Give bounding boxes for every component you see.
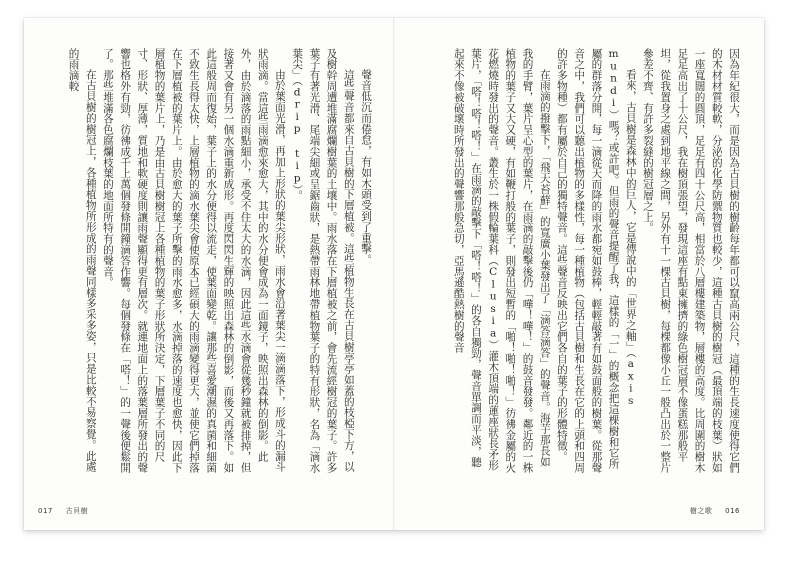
left-page-number: 017	[38, 507, 53, 515]
left-paragraph-4: 在古貝樹的樹冠上，各種植物所形成的雨聲同樣多采多姿，只是比較不易察覺。此處的雨滴較	[67, 48, 97, 473]
left-paragraph-3: 由於葉面光滑，再加上形狀的葉尖形狀，雨水會沿著葉尖一滴滴落下，形成斗的漏斗狀雨滴。當這些雨滴愈來愈大，其中的水分便會成為一面鏡子，映照出森林的倒影。此外，由於滴落的雨點細小，承受不住太大的水滴，因此這些水滴會從幾秒鐘就被排掉，但接著又會有另一個水滴重新成形。再度閃閃生輝的映照出森林的倒影，而後又再落下。如此這般周而復始，葉子上的水分便得以流走，使葉面變乾。讓那些喜愛潮濕的真菌和細菌不致生長得太快，上層植物的滴水葉尖會使原本已經碩大的雨滴變得更大，並使它們掉落在下層植被的葉片上。由於愈大的葉子所擊的雨水愈多，水滴掉落的速度也愈快，因此下層植物的葉片上，乃是由古貝樹樹冠上各種植物的葉子形狀所決定，下層葉子不同的尺寸、形狀、厚薄，質地和軟硬度則讓雨聲顯得更有層次。就連地面上的落葉層所發出的聲響也格外有勁，彷彿成千上萬個發條開鐘滴答作響。每個發條在「嗒！」的一聲後便鬆開了。那些堆滿各色腐爛枝葉的地面所特有的聲音。	[101, 48, 286, 474]
left-paragraph-2: 這些聲音都來自古貝樹的下層植被。這些植物生長在古貝樹亭亭如蓋的枝椏下方，以及樹幹周遭堆滿腐爛樹葉的土壤中。雨水落在下層植被之前，會先流經樹冠的葉子。許多葉子有著光滑、尾端尖細或呈鋸齒狀，是熱帶雨林地帶植物葉子的特有形狀，名為「滴水葉尖」（drip tip）。	[291, 48, 355, 474]
left-page	[24, 18, 394, 530]
book-spread	[24, 18, 764, 530]
right-page-text	[412, 48, 742, 478]
right-paragraph-3: 在雨滴的撥擊下，「飛天苔蘚」的寬廣小葉發出了「滴答滴答」的聲音。海芋那長如我的手臂，葉片呈心型的葉片，在雨滴的敲擊後仍「嘩！嘩！」的鼓音發發。鄰近的一株植物的葉子又大又硬，有如鞭打般的葉子，則發出短暫的「啪！啪！啪！」彷彿金屬的火花燃燒時發出的聲音。叢生於一株假輪葉科（Clusia）灌木頂端的蓮座狀長矛形葉片，「嗒！嗒！嗒！」在雨滴的敲擊下「嗒！嗒！」的各自獨勁，聲音單調而平淡，聽起來不像被破壞時所發出的聲響那般急切，亞馬遜酷熱樹的聲音	[452, 48, 551, 474]
right-paragraph-1: 因為年紀很大，而是因為古貝樹的樹齡每年都可以竄高兩公尺，這種的生長速度使得它們的木材材質較軟，分泌的化學防禦物質也較少，這種古貝樹的樹冠（最頂端的枝葉）狀如一座寬闊的圓頂，足足有四十公尺高，相當於八層樓建築物，層樓的高度。比周圍的樹木足足高出了十公尺，我在樹頂張望，發現這座有點東擁擠的綠色樹冠層不像蛋糕那般平坦，從我置身之處到地平線之間，另外有十一棵古貝樹，每棵都像小丘一般凸出於一整片參差不齊、有許多裂縫的樹冠層之上。	[641, 48, 740, 474]
left-footer	[38, 506, 98, 516]
right-footer	[690, 506, 750, 516]
right-page	[394, 18, 764, 530]
right-page-number: 016	[725, 507, 740, 515]
left-paragraph-1: 聲音低沉而倦怠，有如木頭受到了重擊。	[360, 69, 372, 266]
right-chapter-title: 樹之歌	[689, 507, 713, 515]
left-page-text	[52, 48, 374, 478]
left-chapter-title: 古貝樹	[65, 507, 89, 515]
right-paragraph-2: 看來，古貝樹是森林中的巨人，它是傳說中的「世界之軸」（axis mundi）嗎？或許吧。但雨的聲音提醒了我，這樣的「一」的概念把這棵樹和它所屬的群落分開，每一滴從天而降的雨水都宛如鼓棒，輕輕敲著有如鼓面般的樹葉。從那聲音之中，我們可以聽出植物的多樣性，每一種植物（包括古貝樹和生長在它的上頭和四周的許多物種）都有屬於自己的獨特聲音。這些聲音反映出它們各自的葉子的形體特徵。	[555, 48, 637, 474]
